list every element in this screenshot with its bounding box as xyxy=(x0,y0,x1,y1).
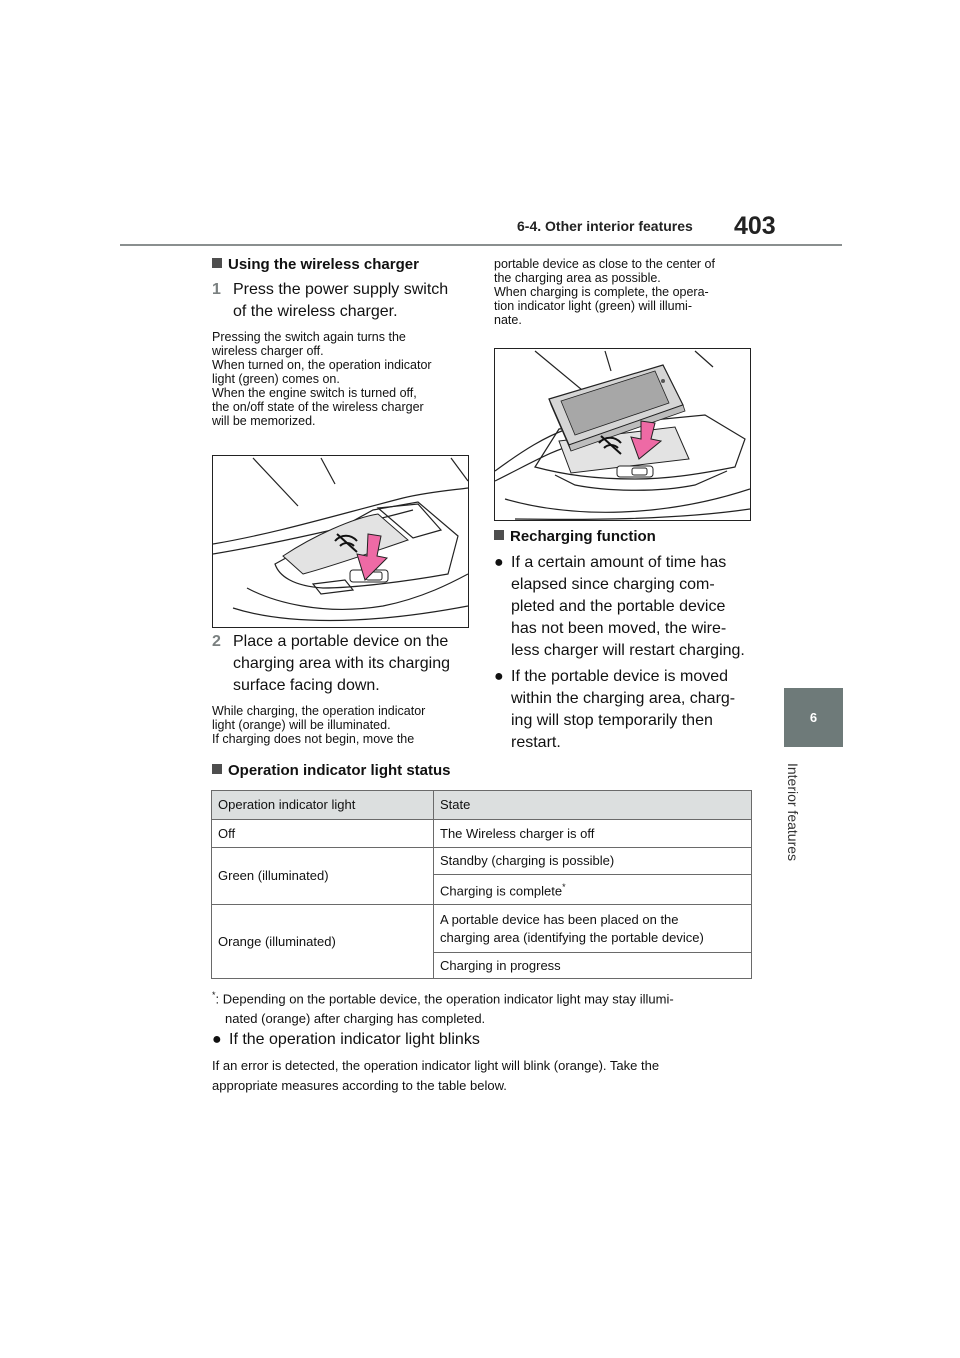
bullet-dot-icon: ● xyxy=(494,668,504,685)
table-row: Orange (illuminated) A portable device has been placed on the charging area (identifying the portable device) xyxy=(212,905,752,953)
square-bullet-icon xyxy=(212,764,222,774)
device-on-charger-illustration xyxy=(495,349,750,520)
power-switch-illustration xyxy=(213,456,468,627)
footnote-marker: * xyxy=(562,882,566,893)
section-title: 6-4. Other interior features xyxy=(517,218,693,234)
blink-bullet: ● If the operation indicator light blinks xyxy=(212,1029,752,1051)
step-text: Place a portable device on the charging area with its charging surface facing down. xyxy=(233,633,451,694)
bullet-dot-icon: ● xyxy=(212,1031,222,1048)
figure-power-switch xyxy=(212,455,469,628)
chapter-title-text: Interior features xyxy=(785,762,801,862)
table-row: Charging in progress xyxy=(212,953,752,979)
step-text: Press the power supply switch of the wireless charger. xyxy=(233,281,449,320)
table-header-row xyxy=(212,791,752,820)
page-number: 403 xyxy=(734,212,776,240)
step-2 xyxy=(212,631,472,699)
chapter-tab: 6 xyxy=(784,688,843,747)
bullet-dot-icon: ● xyxy=(494,554,504,571)
table-row: Charging is complete* xyxy=(212,875,752,905)
blink-description: If an error is detected, the operation indicator light will blink (orange). Take the appropriate measures according to the table below. xyxy=(212,1058,660,1093)
step-1-note: Pressing the switch again turns the wireless charger off. When turned on, the operation indicator light (green) comes on. When the engine switch is turned off, the on/off state of the wireless charger will be memorized. xyxy=(212,330,432,428)
chapter-title-vertical xyxy=(773,757,813,867)
table-footnote: *: Depending on the portable device, the operation indicator light may stay illumi- nated (orange) after charging has completed. xyxy=(212,990,674,1027)
step-2-note-continued: portable device as close to the center of the charging area as possible. When charging is complete, the opera- tion indicator light (green) will illumi- nate. xyxy=(494,257,715,327)
square-bullet-icon xyxy=(212,258,222,268)
recharging-bullet-1: ● If a certain amount of time has elapsed since charging com- pleted and the portable device has not been moved, the wire- less charger will restart charging. xyxy=(494,554,745,659)
step-2-note: While charging, the operation indicator light (orange) will be illuminated. If charging does not begin, move the xyxy=(212,704,426,746)
recharging-bullet-2: ● If the portable device is moved within the charging area, charg- ing will stop temporarily then restart. xyxy=(494,668,736,751)
step-number: 1 xyxy=(212,281,221,298)
footnote-marker: * xyxy=(212,990,216,1000)
step-number: 2 xyxy=(212,633,221,650)
header-cell-indicator: Operation indicator light xyxy=(212,791,434,820)
heading-recharging-function: Recharging function xyxy=(494,528,656,545)
table-row: Green (illuminated) Standby (charging is possible) xyxy=(212,848,752,875)
step-1 xyxy=(212,279,472,325)
square-bullet-icon xyxy=(494,530,504,540)
header-divider xyxy=(120,244,842,246)
table-row: Off The Wireless charger is off xyxy=(212,820,752,848)
heading-operation-indicator-status: Operation indicator light status xyxy=(212,762,451,779)
operation-indicator-table xyxy=(211,790,752,979)
heading-using-wireless-charger: Using the wireless charger xyxy=(212,256,419,273)
figure-device-on-charger xyxy=(494,348,751,521)
header-cell-state: State xyxy=(434,791,752,820)
